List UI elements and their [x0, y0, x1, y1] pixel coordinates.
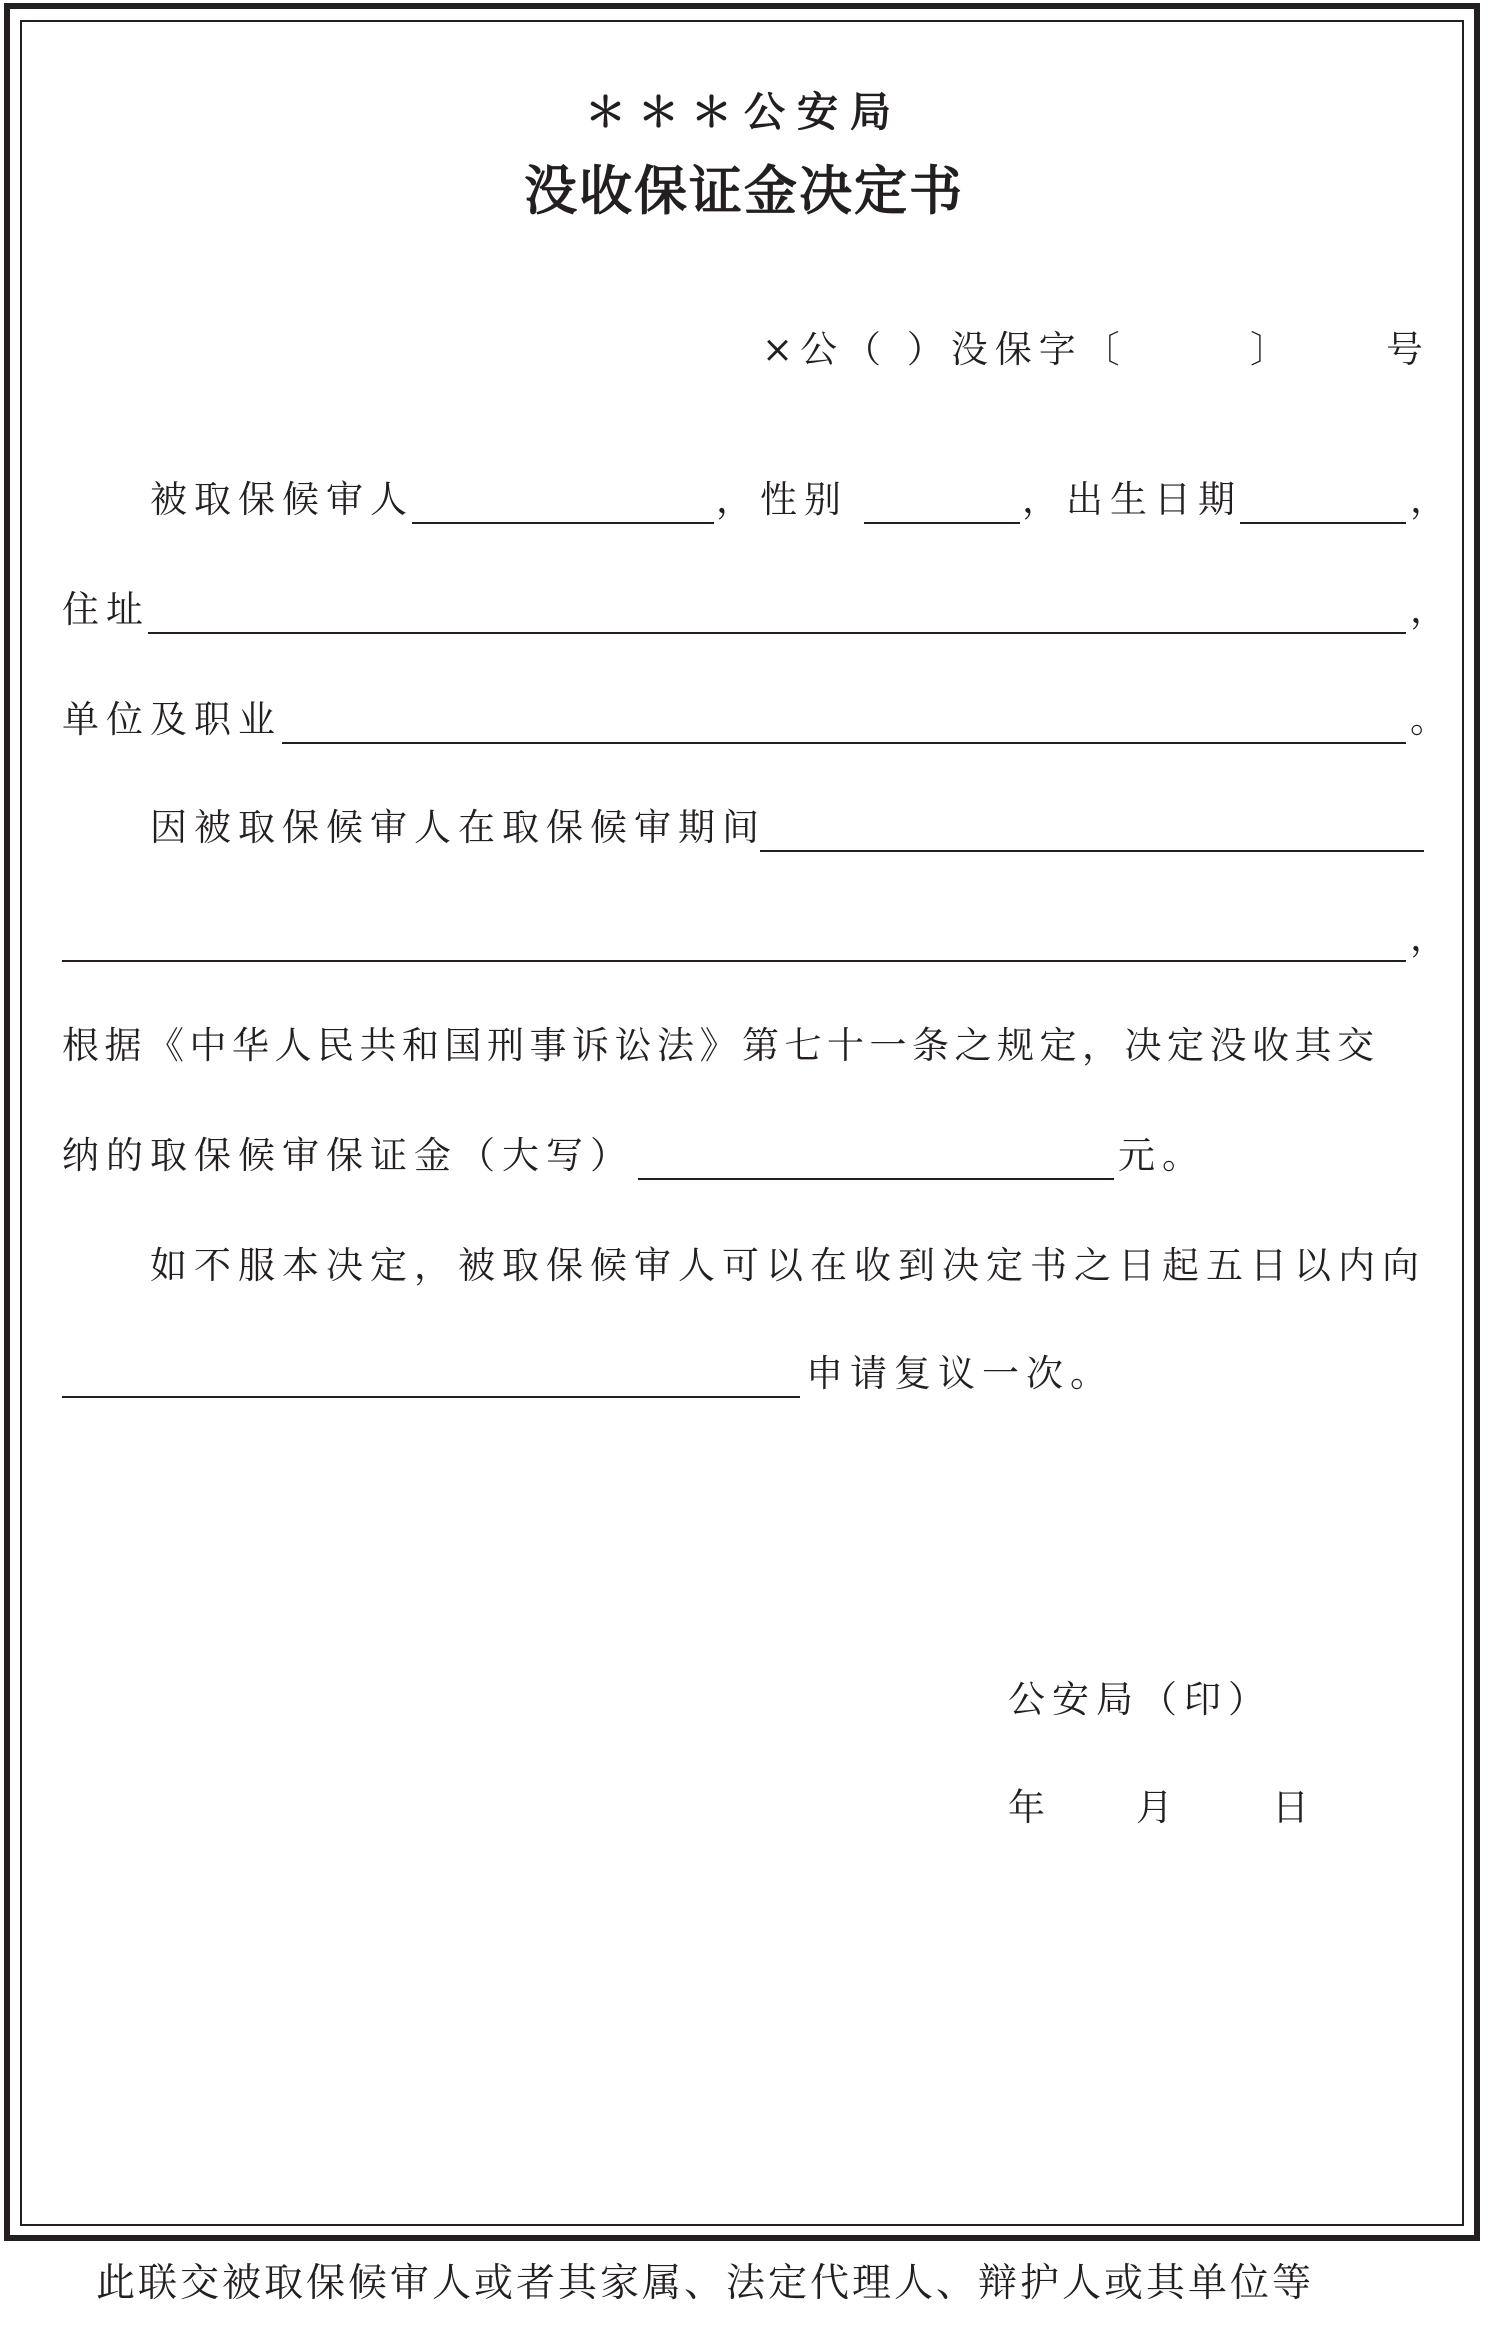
- date-year: 年: [1008, 1786, 1052, 1829]
- reason-end: ，: [1410, 916, 1454, 959]
- agency-name: ＊＊＊公安局: [585, 88, 903, 136]
- inner-border: [20, 20, 1464, 2226]
- appeal-line-1: 如不服本决定，被取保候审人可以在收到决定书之日起五日以内向: [150, 1244, 1426, 1287]
- gender-blank: [864, 522, 1020, 524]
- doc-number-close-bracket: 〕: [1250, 328, 1294, 371]
- occupation-blank: [282, 742, 1406, 744]
- legal-basis-line-1: 根据《中华人民共和国刑事诉讼法》第七十一条之规定，决定没收其交: [62, 1024, 1380, 1067]
- address-label: 住址: [62, 588, 150, 631]
- issuer-seal-line: 公安局（印）: [1008, 1678, 1272, 1721]
- date-month: 月: [1136, 1786, 1180, 1829]
- reason-blank-2: [62, 960, 1406, 962]
- amount-unit: 元。: [1118, 1134, 1206, 1177]
- occupation-end: 。: [1410, 698, 1454, 741]
- document-title: 没收保证金决定书: [524, 160, 964, 222]
- gender-label: ，性别: [716, 478, 848, 521]
- legal-basis-line-2: 纳的取保候审保证金（大写）: [62, 1134, 634, 1177]
- name-blank: [412, 522, 714, 524]
- reason-blank-1: [760, 850, 1424, 852]
- birth-label: ，出生日期: [1022, 478, 1242, 521]
- birth-date-blank: [1240, 522, 1406, 524]
- date-day: 日: [1272, 1786, 1316, 1829]
- subject-line-end: ，: [1410, 478, 1454, 521]
- occupation-label: 单位及职业: [62, 698, 282, 741]
- appeal-authority-blank: [62, 1396, 800, 1398]
- address-end: ，: [1410, 588, 1454, 631]
- amount-blank: [638, 1178, 1114, 1180]
- doc-number-suffix: 号: [1386, 328, 1430, 371]
- address-blank: [148, 632, 1406, 634]
- footer-note: 此联交被取保候审人或者其家属、法定代理人、辩护人或其单位等: [96, 2261, 1315, 2306]
- name-label: 被取保候审人: [150, 478, 414, 521]
- appeal-line-2: 申请复议一次。: [806, 1352, 1114, 1395]
- doc-number-prefix: ×公（ ）没保字〔: [762, 328, 1127, 371]
- reason-label: 因被取保候审人在取保候审期间: [150, 806, 766, 849]
